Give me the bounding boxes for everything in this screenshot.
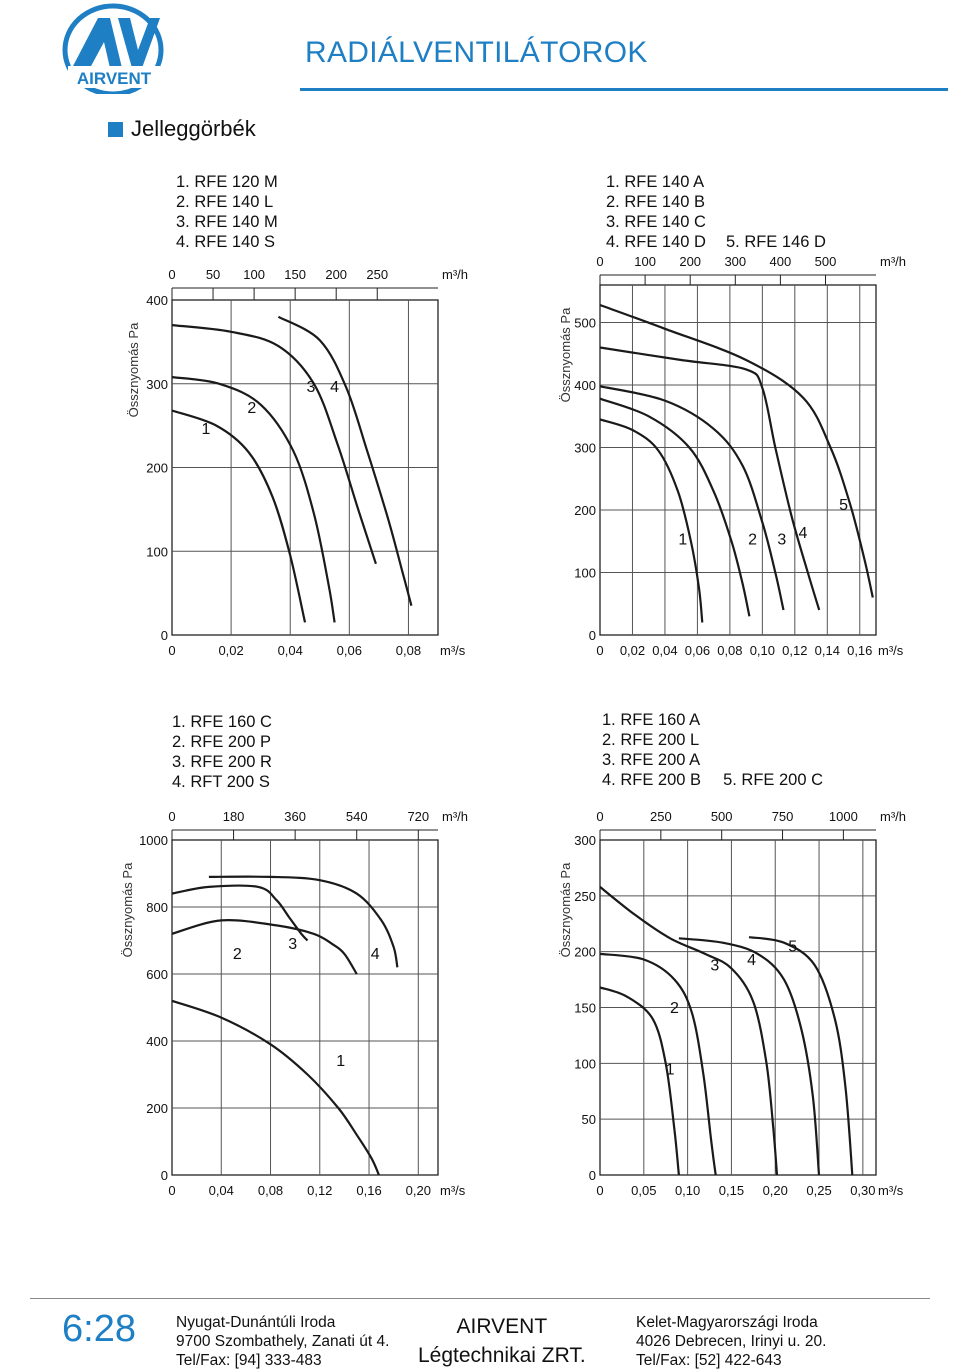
top-tick-label: 500: [814, 255, 837, 269]
series-label-2: 2: [247, 400, 257, 418]
office-line: Tel/Fax: [52] 422-643: [636, 1352, 782, 1369]
top-tick-label: 0: [596, 255, 604, 269]
series-label-1: 1: [336, 1053, 346, 1071]
x-tick-label: 0,08: [717, 643, 743, 658]
series-line-3: [600, 887, 777, 1175]
series-line-3: [600, 386, 787, 610]
series-line-3: [172, 325, 376, 564]
y-tick-label: 300: [146, 376, 168, 392]
model-item: 1. RFE 120 M: [176, 173, 278, 191]
series-label-5: 5: [788, 938, 798, 956]
model-list-3: [172, 712, 272, 792]
y-tick-label: 1000: [139, 833, 168, 848]
x-tick-label: 0,06: [684, 643, 711, 658]
series-label-2: 2: [748, 531, 758, 549]
series-line-1: [172, 411, 305, 623]
y-tick-label: 100: [574, 565, 596, 581]
x-tick-label: 0,14: [814, 643, 840, 658]
model-item-extra: 5. RFE 200 C: [723, 771, 824, 789]
top-tick-label: 50: [205, 267, 221, 282]
model-item-extra: 5. RFE 146 D: [725, 233, 826, 251]
title-underline: [300, 88, 948, 91]
x-tick-label: 0,06: [336, 643, 362, 658]
x-tick-label: 0,20: [405, 1183, 431, 1198]
y-tick-label: 250: [574, 888, 596, 904]
x-axis-unit: m³/s: [878, 643, 904, 658]
series-line-2: [172, 886, 308, 941]
plot-frame: [172, 840, 438, 1175]
model-item: 2. RFE 200 P: [172, 733, 272, 751]
model-list-1: [176, 172, 278, 252]
y-tick-label: 100: [146, 544, 168, 560]
y-axis-label: Össznyomás Pa: [558, 862, 573, 958]
chart-fan-curves-2: [548, 255, 948, 670]
model-item: 4. RFT 200 S: [172, 773, 270, 791]
series-line-2: [600, 954, 716, 1175]
y-tick-label: 400: [574, 378, 596, 393]
x-tick-label: 0,12: [307, 1183, 333, 1198]
series-line-1: [600, 419, 702, 622]
page-number: 6:28: [62, 1308, 136, 1350]
y-tick-label: 200: [146, 1101, 168, 1116]
office-line: 4026 Debrecen, Irinyi u. 20.: [636, 1333, 827, 1350]
y-tick-label: 300: [574, 440, 596, 456]
top-tick-label: 400: [769, 255, 792, 269]
x-tick-label: 0,02: [619, 643, 646, 658]
series-label-2: 2: [232, 945, 242, 963]
y-tick-label: 100: [574, 1056, 596, 1072]
airvent-logo: [60, 2, 166, 94]
top-tick-label: 0: [168, 809, 176, 824]
x-tick-label: 0,04: [208, 1183, 234, 1198]
x-tick-label: 0,15: [718, 1183, 745, 1198]
y-tick-label: 300: [574, 833, 596, 848]
x-tick-label: 0,16: [847, 643, 873, 658]
x-axis-unit: m³/s: [440, 1183, 466, 1198]
x-tick-label: 0,02: [218, 643, 244, 658]
company-name: [418, 1312, 586, 1370]
model-list-2: [606, 172, 826, 252]
top-tick-label: 500: [710, 809, 733, 824]
x-tick-label: 0,25: [806, 1183, 832, 1198]
x-tick-label: 0: [168, 643, 176, 658]
section-title: Jelleggörbék: [131, 116, 256, 141]
top-tick-label: 250: [366, 267, 389, 282]
x-axis-unit: m³/s: [440, 643, 466, 658]
series-line-2: [600, 399, 749, 617]
y-tick-label: 200: [574, 503, 596, 518]
series-label-4: 4: [370, 945, 380, 963]
x-axis-unit: m³/s: [878, 1183, 904, 1198]
series-label-4: 4: [747, 952, 757, 970]
model-list-4: [602, 710, 823, 790]
model-item: 3. RFE 140 C: [606, 213, 706, 231]
series-line-5: [600, 305, 873, 598]
y-tick-label: 0: [588, 628, 596, 643]
model-item: 4. RFE 200 B 5. RFE 200 C: [602, 771, 824, 789]
series-label-3: 3: [306, 379, 316, 397]
y-tick-label: 150: [574, 1000, 596, 1016]
section-bullet-icon: [108, 122, 123, 137]
x-tick-label: 0: [168, 1183, 176, 1198]
company-line: AIRVENT: [456, 1315, 548, 1338]
y-tick-label: 50: [581, 1112, 596, 1128]
series-label-4: 4: [330, 379, 340, 397]
model-item: 1. RFE 160 C: [172, 713, 272, 731]
x-tick-label: 0,05: [631, 1183, 657, 1198]
office-line: 9700 Szombathely, Zanati út 4.: [176, 1333, 390, 1350]
model-item: 2. RFE 140 B: [606, 193, 706, 211]
section-heading: [108, 116, 256, 142]
series-label-3: 3: [777, 531, 787, 549]
top-axis-unit: m³/h: [442, 267, 468, 282]
top-axis-unit: m³/h: [880, 255, 906, 269]
series-label-5: 5: [839, 497, 848, 514]
x-tick-label: 0,08: [257, 1183, 284, 1198]
x-tick-label: 0,20: [762, 1183, 788, 1198]
x-tick-label: 0,04: [652, 643, 678, 658]
top-tick-label: 0: [596, 809, 604, 824]
page-title: RADIÁLVENTILÁTOROK: [305, 36, 648, 69]
y-tick-label: 0: [160, 628, 168, 643]
top-tick-label: 100: [243, 267, 265, 282]
top-tick-label: 200: [325, 267, 348, 282]
series-line-3: [172, 920, 357, 974]
y-tick-label: 800: [146, 900, 168, 915]
x-tick-label: 0,30: [850, 1183, 876, 1198]
model-item: 1. RFE 140 A: [606, 173, 705, 191]
x-tick-label: 0: [596, 1183, 604, 1198]
y-tick-label: 500: [574, 315, 596, 331]
top-axis-unit: m³/h: [880, 809, 906, 824]
y-axis-label: Össznyomás Pa: [558, 307, 573, 403]
x-tick-label: 0,10: [674, 1183, 701, 1198]
y-tick-label: 600: [146, 967, 168, 982]
series-label-1: 1: [678, 531, 688, 549]
series-label-1: 1: [201, 421, 211, 438]
logo-a-icon: [72, 18, 122, 68]
y-tick-label: 200: [146, 460, 168, 476]
top-tick-label: 200: [679, 255, 702, 269]
model-item: 3. RFE 140 M: [176, 213, 278, 231]
top-tick-label: 300: [724, 255, 747, 269]
x-tick-label: 0,10: [749, 643, 776, 658]
x-tick-label: 0,04: [277, 643, 303, 658]
y-tick-label: 200: [574, 944, 596, 960]
west-office: [176, 1313, 389, 1370]
series-label-1: 1: [665, 1061, 675, 1079]
series-label-3: 3: [288, 935, 298, 953]
top-tick-label: 720: [407, 809, 430, 824]
series-label-4: 4: [798, 525, 808, 543]
y-tick-label: 400: [146, 1034, 168, 1049]
office-line: Nyugat-Dunántúli Iroda: [176, 1314, 336, 1331]
y-axis-label: Össznyomás Pa: [120, 862, 135, 958]
x-tick-label: 0,12: [782, 643, 808, 658]
top-tick-label: 150: [284, 267, 306, 282]
top-tick-label: 750: [771, 809, 794, 824]
top-tick-label: 100: [634, 255, 656, 269]
chart-fan-curves-4: [548, 795, 948, 1205]
model-item: 2. RFE 200 L: [602, 731, 700, 749]
chart-fan-curves-3: [100, 795, 500, 1205]
y-tick-label: 0: [588, 1168, 596, 1183]
top-tick-label: 360: [284, 809, 306, 824]
chart-fan-curves-1: [100, 255, 500, 670]
top-tick-label: 0: [168, 267, 176, 282]
top-tick-label: 1000: [828, 809, 858, 824]
y-tick-label: 0: [160, 1168, 168, 1183]
x-tick-label: 0,16: [356, 1183, 382, 1198]
top-axis-unit: m³/h: [442, 809, 468, 824]
office-line: Tel/Fax: [94] 333-483: [176, 1352, 322, 1369]
model-item: 4. RFE 140 D 5. RFE 146 D: [606, 233, 826, 251]
footer-divider: [30, 1298, 930, 1299]
top-tick-label: 540: [345, 809, 368, 824]
company-line: Légtechnikai ZRT.: [418, 1344, 586, 1367]
series-label-2: 2: [670, 1000, 679, 1018]
top-tick-label: 180: [222, 809, 245, 824]
series-line-1: [172, 1001, 379, 1175]
model-item: 1. RFE 160 A: [602, 711, 701, 729]
top-tick-label: 250: [649, 809, 672, 824]
y-tick-label: 400: [146, 293, 168, 308]
series-label-3: 3: [710, 957, 720, 975]
model-item: 3. RFE 200 A: [602, 751, 701, 769]
x-tick-label: 0: [596, 643, 604, 658]
office-line: Kelet-Magyarországi Iroda: [636, 1314, 818, 1331]
logo-v-icon: [118, 18, 160, 68]
model-item: 4. RFE 140 S: [176, 233, 276, 251]
y-axis-label: Össznyomás Pa: [126, 322, 141, 418]
series-line-1: [600, 987, 679, 1175]
model-item: 2. RFE 140 L: [176, 193, 274, 211]
x-tick-label: 0,08: [395, 643, 422, 658]
model-item: 3. RFE 200 R: [172, 753, 272, 771]
east-office: [636, 1313, 826, 1370]
logo-text: AIRVENT: [76, 69, 152, 88]
